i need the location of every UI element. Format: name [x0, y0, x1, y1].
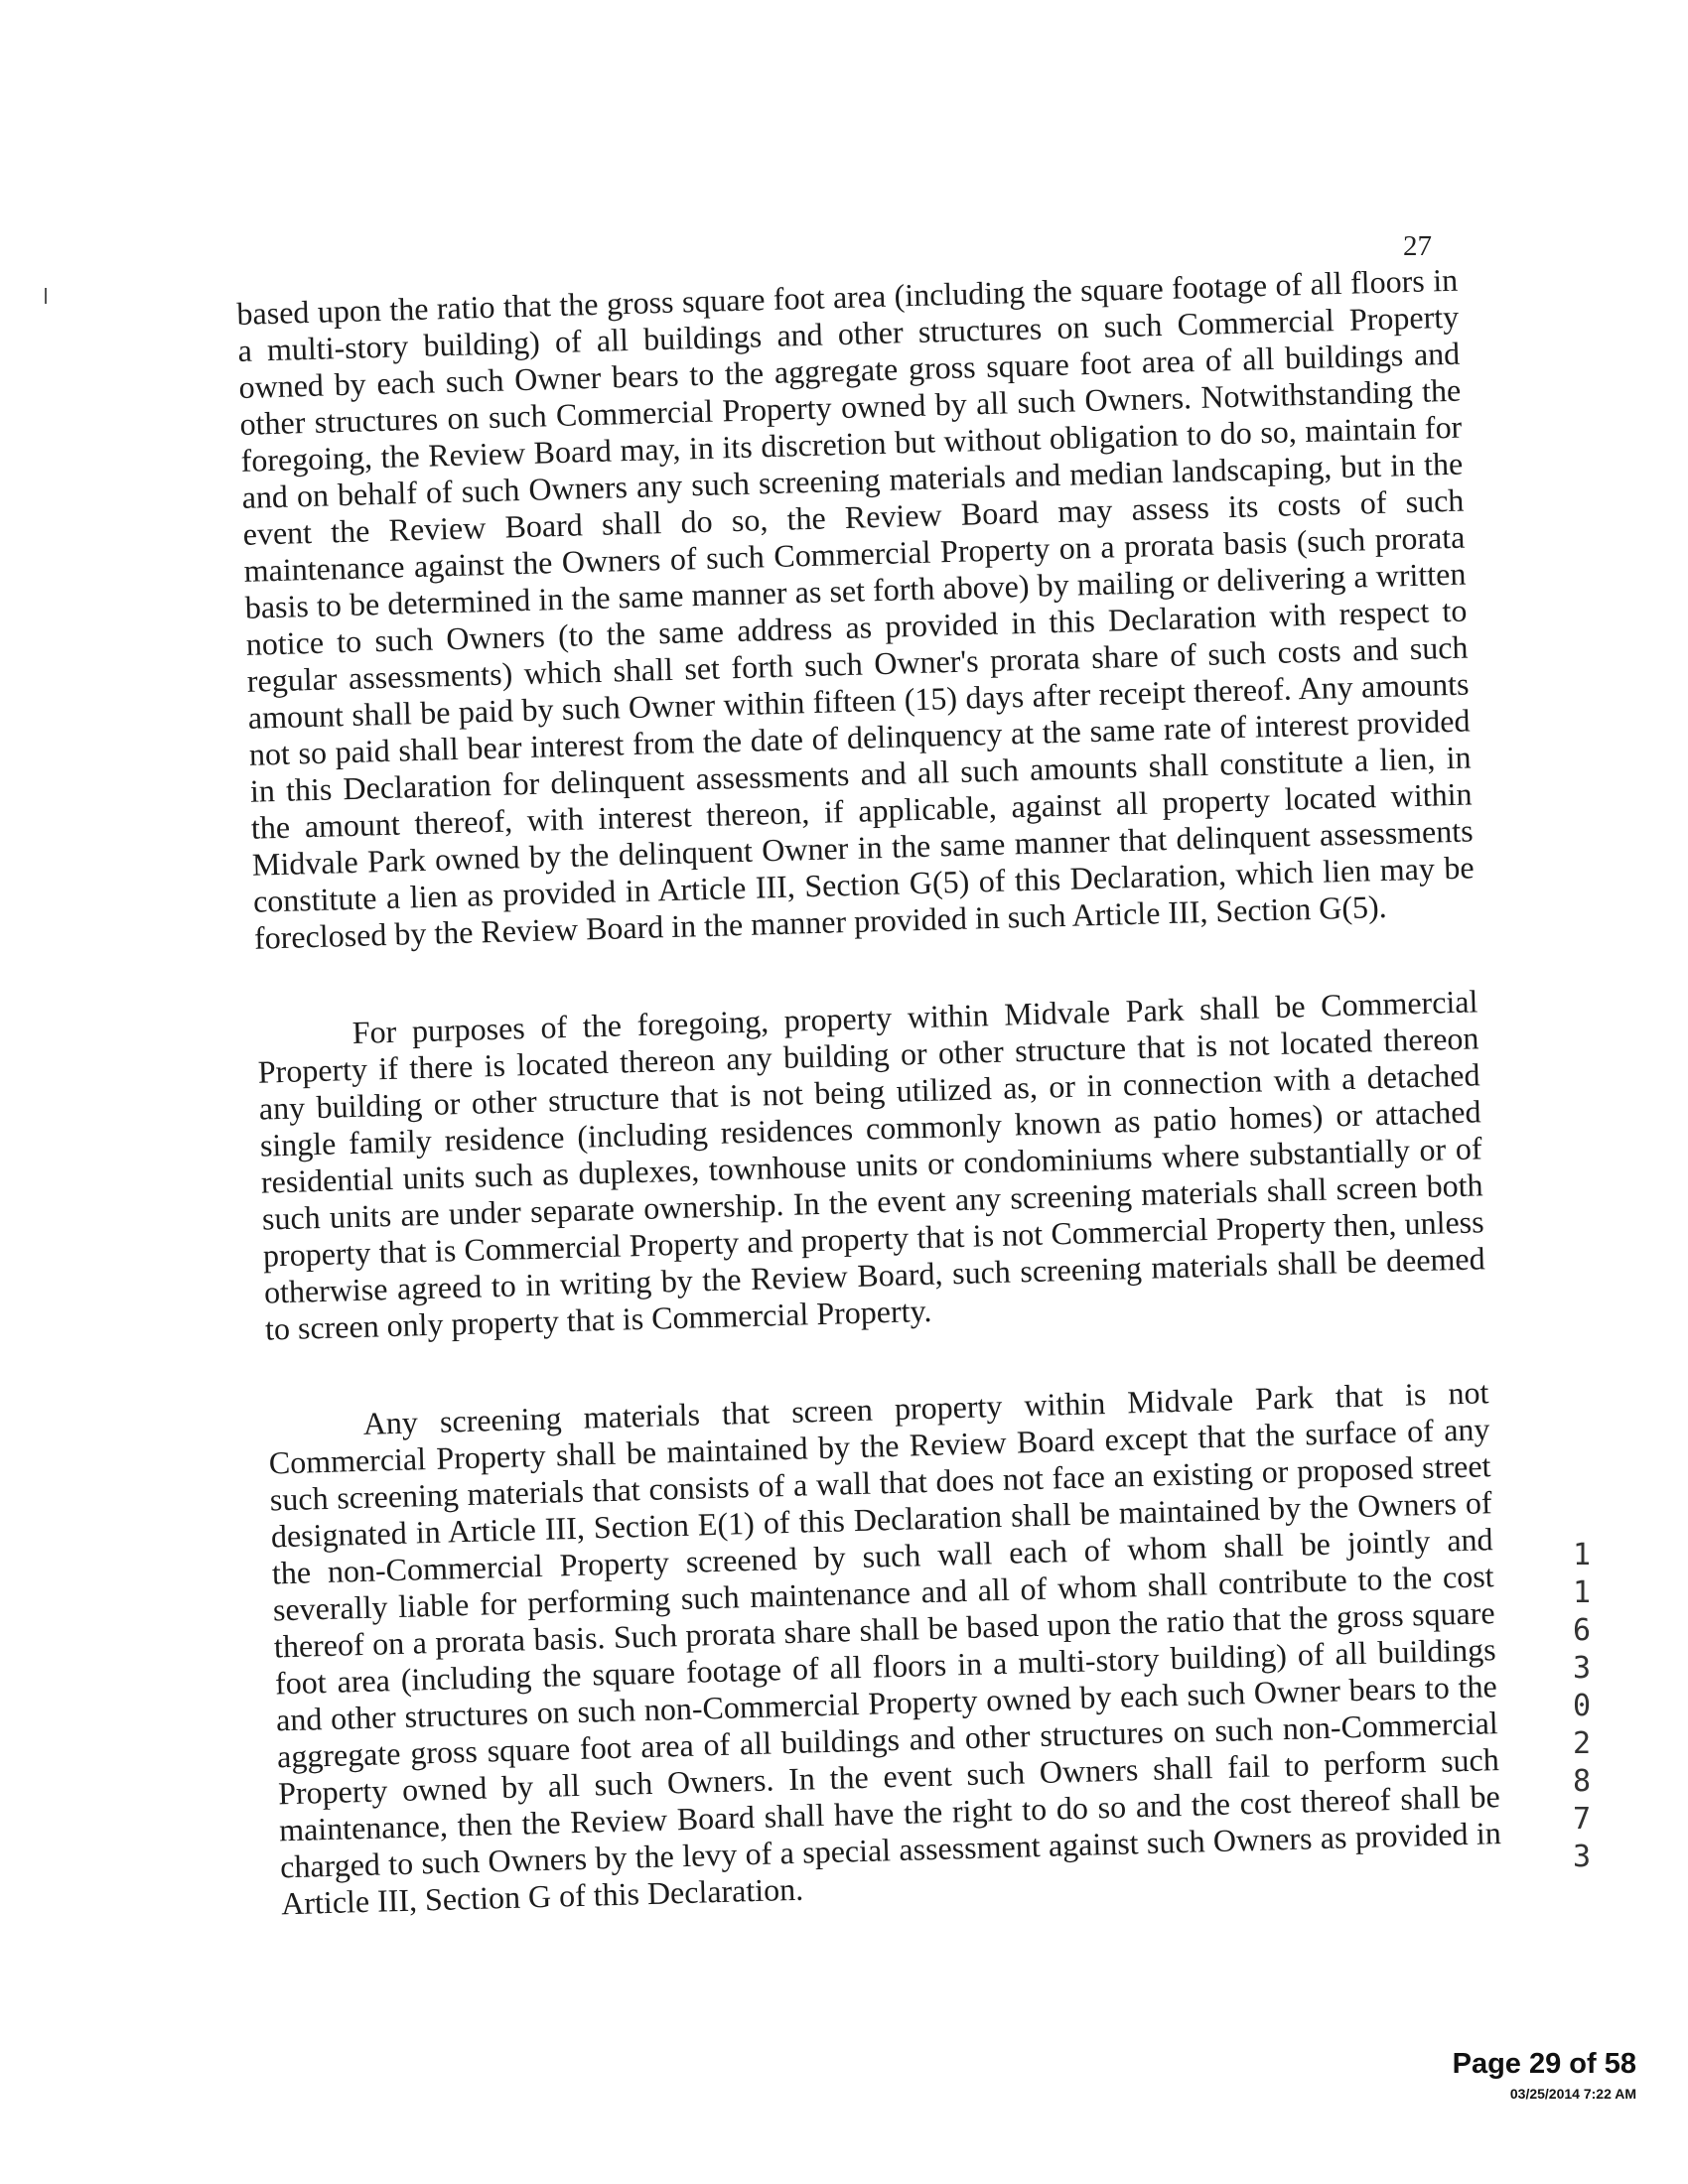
stamp-digit: 3	[1572, 1840, 1592, 1874]
recording-stamp-upper	[1567, 1537, 1597, 1725]
page-number: 27	[1403, 230, 1432, 262]
recording-stamp-lower	[1567, 1725, 1597, 1876]
paragraph-non-commercial-screening: Any screening materials that screen property within Midvale Park that is not Commercial Property shall be maintained by the Review Board except that the surface of any such screening materials that consists of a wall that does not face an existing or proposed street designated in Article III, Section E(1) of this Declaration shall be maintained by the Owners of the non-Commercial Property screened by such wall each of whom shall be jointly and severally liable for performing such maintenance and all of whom shall contribute to the cost thereof on a prorata basis. Such prorata share shall be based upon the ratio that the gross square foot area (including the square footage of all floors in a multi-story building) of all buildings and other structures on such non-Commercial Property owned by each such Owner bears to the aggregate gross square foot area of all buildings and other structures on such non-Commercial Property owned by all such Owners. In the event such Owners shall fail to perform such maintenance, then the Review Board shall have the right to do so and the cost thereof shall be charged to such Owners by the levy of a special assessment against such Owners as provided in Article III, Section G of this Declaration.	[268, 1374, 1502, 1922]
stamp-digit: 8	[1572, 1764, 1592, 1799]
stamp-digit: 0	[1572, 1689, 1592, 1723]
stamp-digit: 7	[1572, 1802, 1592, 1837]
stamp-digit: 6	[1572, 1613, 1592, 1648]
stamp-digit: 1	[1572, 1538, 1592, 1572]
paragraph-commercial-property-definition: For purposes of the foregoing, property within Midvale Park shall be Commercial Property if there is located thereon any building or other structure that is not located thereon any building or other structure that is not being utilized as, or in connection with a detached single family residence (including residences commonly known as patio homes) or attached residential units such as duplexes, townhouse units or condominiums where substantially or of such units are under separate ownership. In the event any screening materials shall screen both property that is Commercial Property and property that is not Commercial Property then, unless otherwise agreed to in writing by the Review Board, such screening materials shall be deemed to screen only property that is Commercial Property.	[257, 983, 1486, 1347]
margin-mark	[45, 288, 47, 304]
document-body	[236, 262, 1504, 1983]
page-footer	[1453, 2047, 1636, 2103]
paragraph-continuation: based upon the ratio that the gross square foot area (including the square footage of all floors in a multi-story building) of all buildings and other structures on such Commercial Property owned by each such Owner bears to the aggregate gross square foot area of all buildings and other structures on such Commercial Property owned by all such Owners. Notwithstanding the foregoing, the Review Board may, in its discretion but without obligation to do so, maintain for and on behalf of such Owners any such screening materials and median landscaping, but in the event the Review Board shall do so, the Review Board may assess its costs of such maintenance against the Owners of such Commercial Property on a prorata basis (such prorata basis to be determined in the same manner as set forth above) by mailing or delivering a written notice to such Owners (to the same address as provided in this Declaration with respect to regular assessments) which shall set forth such Owner's prorata share of such costs and such amount shall be paid by such Owner within fifteen (15) days after receipt thereof. Any amounts not so paid shall bear interest from the date of delinquency at the same rate of interest provided in this Declaration for delinquent assessments and all such amounts shall constitute a lien, in the amount thereof, with interest thereon, if applicable, against all property located within Midvale Park owned by the delinquent Owner in the same manner that delinquent assessments constitute a lien as provided in Article III, Section G(5) of this Declaration, which lien may be foreclosed by the Review Board in the manner provided in such Article III, Section G(5).	[236, 261, 1476, 956]
stamp-digit: 2	[1572, 1726, 1592, 1761]
stamp-digit: 1	[1572, 1575, 1592, 1610]
footer-timestamp: 03/25/2014 7:22 AM	[1509, 2086, 1636, 2102]
footer-page-label: Page 29 of 58	[1452, 2048, 1636, 2080]
stamp-digit: 3	[1572, 1651, 1592, 1686]
